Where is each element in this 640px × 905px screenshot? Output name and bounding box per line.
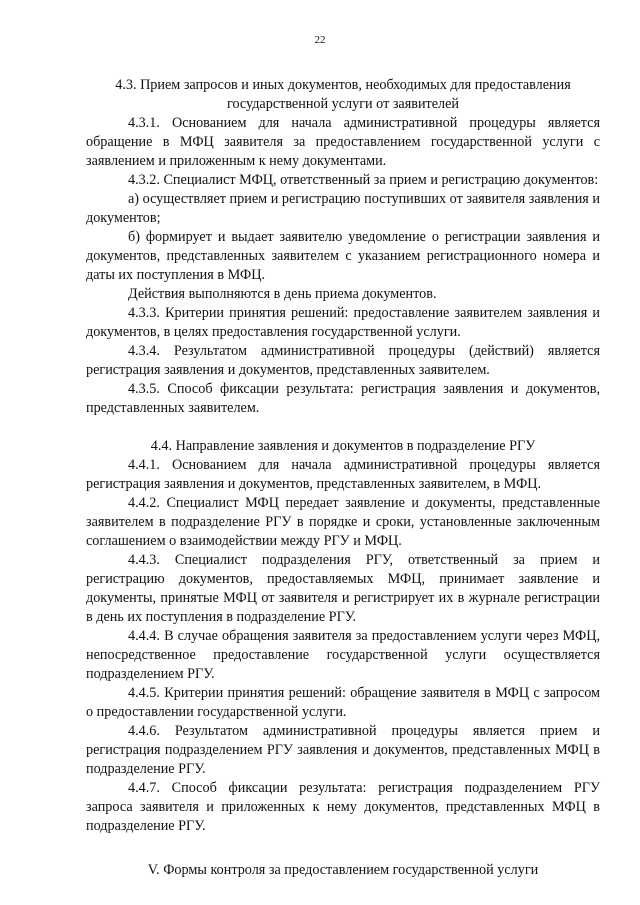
paragraph-4-3-2-b: б) формирует и выдает заявителю уведомление о регистрации заявления и документов, представленных заявителем с указанием регистрационного номера и даты их поступления в МФЦ. — [86, 229, 600, 283]
paragraph-4-4-1: 4.4.1. Основанием для начала административной процедуры является регистрация заявления и документов, представленных заявителем, в МФЦ. — [86, 457, 600, 492]
paragraph-4-3-2: 4.3.2. Специалист МФЦ, ответственный за прием и регистрацию документов: — [128, 172, 599, 188]
section-spacer — [86, 836, 600, 861]
paragraph-4-4-2: 4.4.2. Специалист МФЦ передает заявление и документы, представленные заявителем в подразделение РГУ в порядке и сроки, установленные заключенным соглашением о взаимодействии между РГУ и МФЦ. — [86, 495, 600, 549]
section-5-heading: V. Формы контроля за предоставлением государственной услуги — [147, 862, 539, 878]
paragraph-4-3-actions-note: Действия выполняются в день приема документов. — [128, 286, 437, 302]
paragraph-4-4-6: 4.4.6. Результатом административной процедуры является прием и регистрация подразделением РГУ заявления и документов, представленных МФЦ в подразделение РГУ. — [86, 723, 600, 777]
paragraph-4-4-4: 4.4.4. В случае обращения заявителя за предоставлением услуги через МФЦ, непосредственное предоставление государственной услуги осуществляется подразделением РГУ. — [86, 628, 600, 682]
paragraph-4-3-4: 4.3.4. Результатом административной процедуры (действий) является регистрация заявления и документов, представленных заявителем. — [86, 343, 600, 378]
paragraph-4-3-1: 4.3.1. Основанием для начала административной процедуры является обращение в МФЦ заявителя за предоставлением государственной услуги с заявлением и приложенным к нему документами. — [86, 115, 600, 169]
paragraph-4-4-5: 4.4.5. Критерии принятия решений: обращение заявителя в МФЦ с запросом о предоставлении государственной услуги. — [86, 685, 600, 720]
paragraph-4-3-3: 4.3.3. Критерии принятия решений: предоставление заявителем заявления и документов, в целях предоставления государственной услуги. — [86, 305, 600, 340]
page-number: 22 — [314, 34, 326, 46]
section-4-3-heading: 4.3. Прием запросов и иных документов, необходимых для предоставления государственной услуги от заявителей — [115, 77, 571, 112]
paragraph-4-4-7: 4.4.7. Способ фиксации результата: регистрация подразделением РГУ запроса заявителя и приложенных к нему документов, представленных МФЦ в подразделение РГУ. — [86, 780, 600, 834]
document-body — [86, 76, 600, 880]
section-spacer — [86, 418, 600, 437]
section-4-4-heading: 4.4. Направление заявления и документов в подразделение РГУ — [150, 438, 536, 454]
paragraph-4-4-3: 4.4.3. Специалист подразделения РГУ, ответственный за прием и регистрацию документов, предоставляемых МФЦ, принимает заявление и документы, принятые МФЦ от заявителя и регистрирует их в журнале регистрации в день их поступления в подразделение РГУ. — [86, 552, 600, 625]
paragraph-4-3-5: 4.3.5. Способ фиксации результата: регистрация заявления и документов, представленных заявителем. — [86, 381, 600, 416]
paragraph-4-3-2-a: а) осуществляет прием и регистрацию поступивших от заявителя заявления и документов; — [86, 191, 600, 226]
